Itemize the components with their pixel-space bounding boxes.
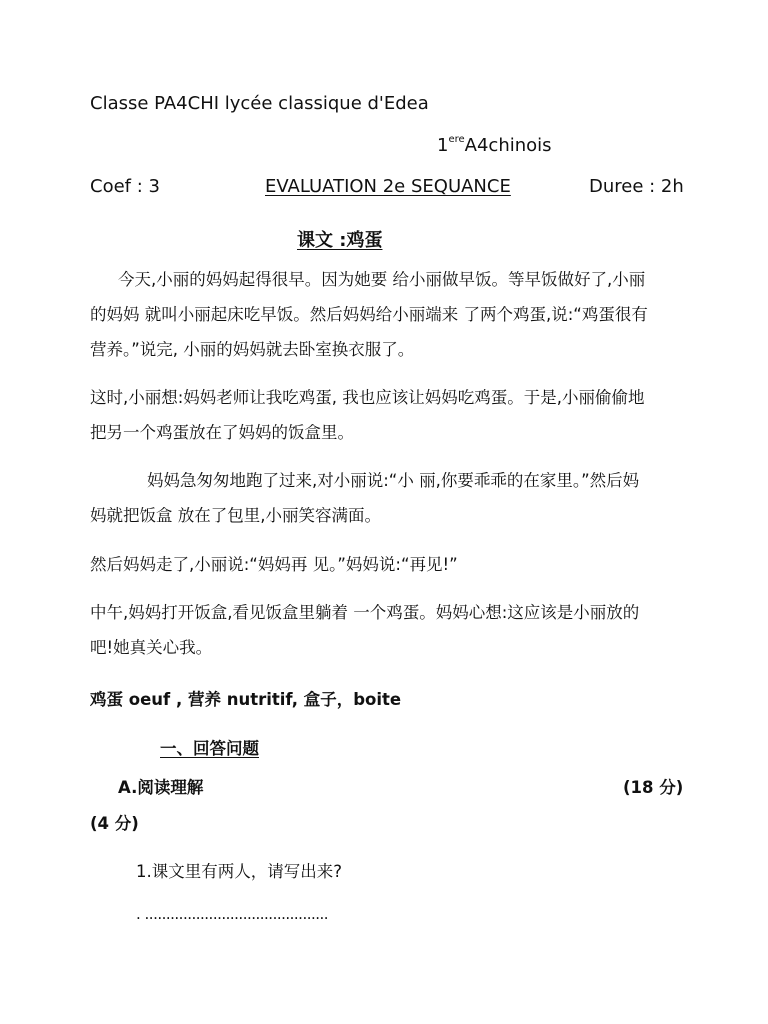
paragraph-5: [90, 595, 690, 665]
class-rest: A4chinois: [464, 135, 552, 156]
answer-line: . ...........................................: [136, 905, 329, 923]
coef-label: [90, 176, 160, 197]
vocabulary-line: 鸡蛋 oeuf , 营养 nutritif, 盒子，boite: [90, 690, 402, 709]
school-header: Classe PA4CHI lycée classique d'Edea: [90, 93, 429, 114]
question-1: 1.课文里有两人，请写出来?: [136, 862, 343, 881]
paragraph-1: [90, 262, 690, 367]
class-label: [437, 134, 552, 156]
paragraph-3: [90, 463, 690, 533]
paragraph-line: 妈就把饭盒 放在了包里,小丽笑容满面。: [90, 506, 381, 525]
paragraph-2: [90, 380, 690, 450]
coef-value: 3: [148, 176, 160, 197]
text-title: 课文 :鸡蛋: [297, 230, 383, 251]
coef-text: Coef :: [90, 176, 149, 197]
paragraph-line: 把另一个鸡蛋放在了妈妈的饭盒里。: [90, 423, 354, 442]
paragraph-line: 营养。”说完, 小丽的妈妈就去卧室换衣服了。: [90, 340, 415, 359]
evaluation-title: EVALUATION 2e SEQUANCE: [265, 176, 511, 197]
duration-label: Duree : 2h: [589, 176, 684, 197]
paragraph-line: 这时,小丽想:妈妈老师让我吃鸡蛋, 我也应该让妈妈吃鸡蛋。于是,小丽偷偷地: [90, 388, 645, 407]
paragraph-line: 中午,妈妈打开饭盒,看见饭盒里躺着 一个鸡蛋。妈妈心想:这应该是小丽放的: [90, 603, 640, 622]
paragraph-4: [90, 547, 690, 582]
paragraph-line: 今天,小丽的妈妈起得很早。因为她要 给小丽做早饭。等早饭做好了,小丽: [118, 270, 646, 289]
part-a-title: A.阅读理解: [118, 778, 204, 797]
class-sup: ere: [448, 134, 465, 145]
paragraph-line: 妈妈急匆匆地跑了过来,对小丽说:“小 丽,你要乖乖的在家里。”然后妈: [147, 471, 640, 490]
paragraph-line: 吧!她真关心我。: [90, 638, 213, 657]
class-num: 1: [437, 135, 449, 156]
paragraph-line: 然后妈妈走了,小丽说:“妈妈再 见。”妈妈说:“再见!”: [90, 555, 458, 574]
part-a-points: (18 分): [623, 778, 684, 797]
question-points: (4 分): [90, 814, 139, 833]
paragraph-line: 的妈妈 就叫小丽起床吃早饭。然后妈妈给小丽端来 了两个鸡蛋,说:“鸡蛋很有: [90, 305, 648, 324]
section-title: 一、回答问题: [160, 739, 259, 758]
